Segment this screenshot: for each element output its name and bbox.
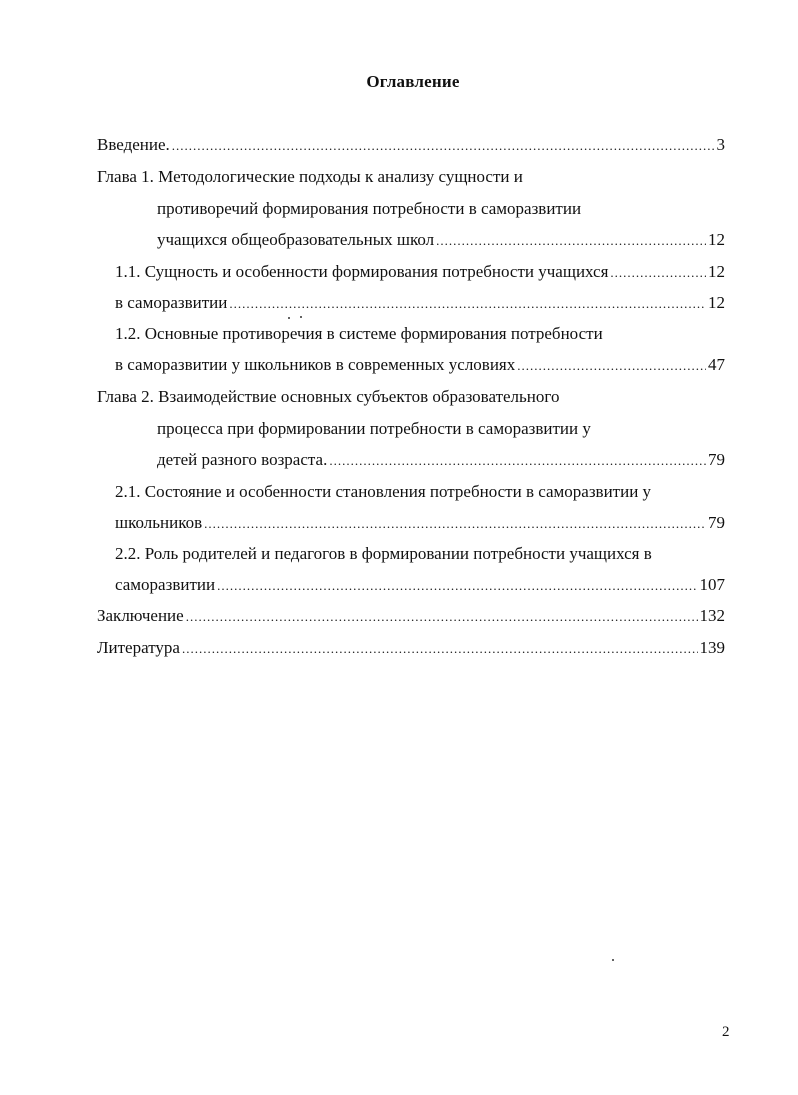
toc-page-number: 12 [708,230,725,249]
dot-leader [229,293,706,315]
dot-leader [610,262,706,284]
dot-leader [517,355,706,377]
toc-page-number: 107 [699,575,725,594]
toc-section-1-1-line-1 [115,261,725,284]
dot-leader [182,638,698,660]
toc-entry-label: учащихся общеобразовательных школ [157,230,435,249]
dot-leader [172,135,715,157]
toc-section-2-2-line-2 [115,574,725,597]
page-number: 2 [722,1024,730,1040]
toc-section-1-2-line-2 [115,354,725,377]
toc-section-2-1-line-2 [115,512,725,535]
toc-section-2-2-line-1: 2.2. Роль родителей и педагогов в формировании потребности учащихся в [115,544,652,563]
dot-leader [329,450,706,472]
toc-page-number: 12 [708,293,725,312]
toc-entry-conclusion [97,605,725,628]
toc-page-number: 79 [708,513,725,532]
scan-speck [300,316,302,318]
toc-chapter-1-line-3 [157,229,725,252]
toc-section-1-1-line-2 [115,292,725,315]
toc-entry-label: Литература [97,638,180,657]
toc-page-number: 132 [699,606,725,625]
toc-entry-label: Введение. [97,135,170,154]
toc-page-number: 139 [699,638,725,657]
toc-chapter-2-line-1: Глава 2. Взаимодействие основных субъектов образовательного [97,387,560,406]
toc-entry-label: в саморазвитии [115,293,228,312]
toc-page-number: 47 [708,355,725,374]
dot-leader [186,606,698,628]
scan-speck [288,317,290,319]
toc-entry-label: саморазвитии [115,575,216,594]
toc-entry-label: 1.1. Сущность и особенности формирования потребности учащихся [115,262,609,281]
toc-entry-label: детей разного возраста. [157,450,328,469]
dot-leader [217,575,697,597]
toc-section-2-1-line-1: 2.1. Состояние и особенности становления потребности в саморазвитии у [115,482,652,501]
toc-page-number: 79 [708,450,725,469]
toc-page-number: 12 [708,262,725,281]
page-title: Оглавление [366,72,460,91]
toc-chapter-1-line-1: Глава 1. Методологические подходы к анализу сущности и [97,167,523,186]
toc-entry-label: в саморазвитии у школьников в современных условиях [115,355,516,374]
toc-chapter-1-line-2: противоречий формирования потребности в саморазвитии [157,199,582,218]
toc-entry-intro [97,134,725,157]
toc-entry-literature [97,637,725,660]
scan-speck [612,959,614,961]
dot-leader [436,230,706,252]
toc-chapter-2-line-3 [157,449,725,472]
toc-page-number: 3 [716,135,725,154]
toc-section-1-2-line-1: 1.2. Основные противоречия в системе формирования потребности [115,324,603,343]
toc-entry-label: школьников [115,513,203,532]
toc-chapter-2-line-2: процесса при формировании потребности в саморазвитии у [157,419,591,438]
toc-entry-label: Заключение [97,606,184,625]
dot-leader [204,513,706,535]
